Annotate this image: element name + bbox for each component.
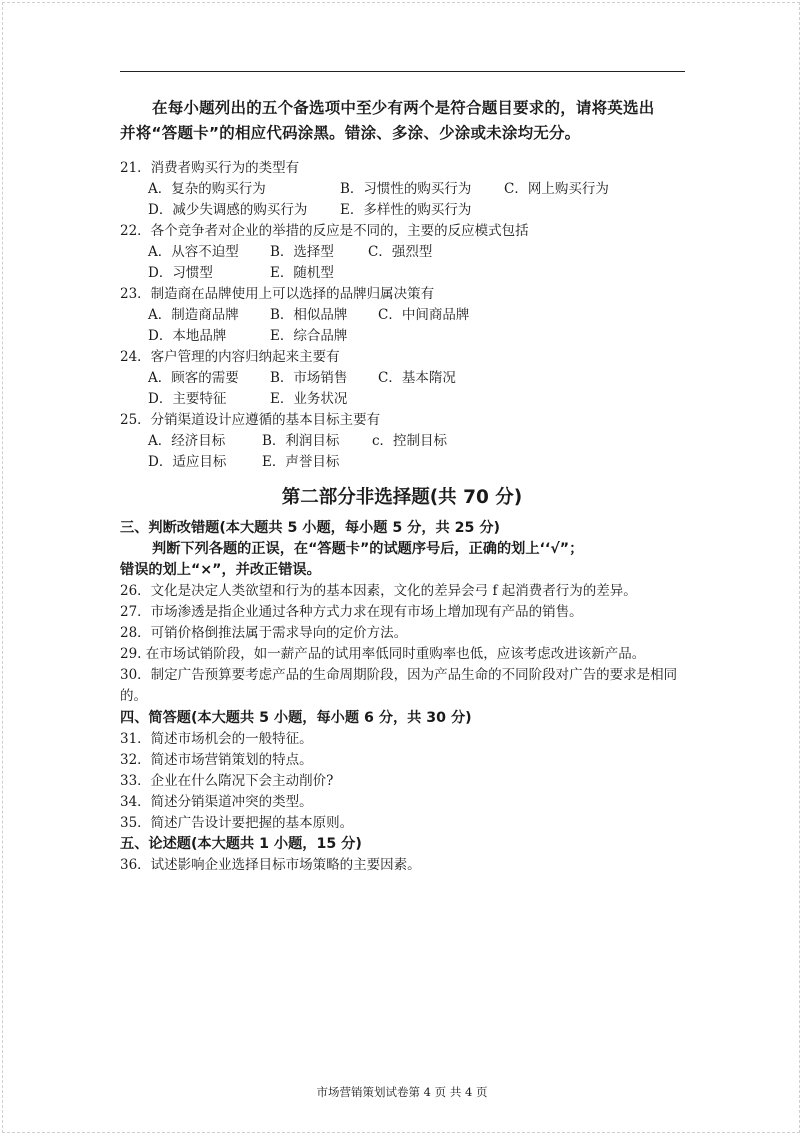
option-row [120, 326, 700, 347]
instructions-line-2: 错误的划上“×”，并改正错误。 [120, 562, 321, 578]
question-stem: 21．消费者购买行为的类型有 [120, 160, 300, 176]
option: D．主要特征 [148, 391, 227, 407]
question-item: 28．可销价格倒推法属于需求导向的定价方法。 [120, 625, 408, 641]
question-item: 26．文化是决定人类欲望和行为的基本因素，文化的差异会弓 f 起消费者行为的差异。 [120, 583, 637, 599]
option: A．顾客的需要 [148, 370, 239, 386]
section-heading: 三、判断改错题(本大题共 5 小题，每小题 5 分，共 25 分) [120, 520, 501, 536]
option: C．基本隋况 [378, 370, 456, 386]
question-item: 27．市场渗透是指企业通过各种方式力求在现有市场上增加现有产品的销售。 [120, 604, 583, 620]
option: A．从容不迫型 [148, 244, 239, 260]
option: E．业务状况 [270, 391, 348, 407]
option: C．强烈型 [368, 244, 433, 260]
question-stem: 22．各个竞争者对企业的举措的反应是不同的，主要的反应模式包括 [120, 223, 529, 239]
option: E．声誉目标 [262, 454, 340, 470]
option: A．复杂的购买行为 [148, 181, 266, 197]
question-item: 34．简述分销渠道冲突的类型。 [120, 794, 313, 810]
option: B．相似品牌 [270, 307, 348, 323]
option-row [120, 431, 700, 452]
question-item: 31．简述市场机会的一般特征。 [120, 731, 313, 747]
section-essay [120, 834, 700, 876]
multiple-choice-instructions [120, 96, 710, 146]
option: c．控制目标 [372, 433, 448, 449]
option: B．利润目标 [262, 433, 340, 449]
instructions-line-1: 在每小题列出的五个备选项中至少有两个是符合题目要求的，请将英选出 [152, 99, 655, 117]
page-footer: 市场营销策划试卷第 4 页 共 4 页 [316, 1085, 488, 1099]
option: B．选择型 [270, 244, 334, 260]
question-item: 35．简述广告设计要把握的基本原则。 [120, 815, 354, 831]
option: D．减少失调感的购买行为 [148, 202, 308, 218]
option-row [120, 242, 700, 263]
option: C．中间商品牌 [378, 307, 470, 323]
section-heading: 五、论述题(本大题共 1 小题，15 分) [120, 836, 362, 852]
option-row [120, 368, 700, 389]
question-item: 32．简述市场营销策划的特点。 [120, 752, 313, 768]
option-row [120, 305, 700, 326]
option-row [120, 263, 700, 284]
option: E．综合品牌 [270, 328, 348, 344]
section-short-answer [120, 708, 700, 834]
section-instructions [120, 539, 700, 581]
instructions-line-2: 并将“答题卡”的相应代码涂黑。错涂、多涂、少涂或未涂均无分。 [120, 124, 581, 142]
option: D．本地品牌 [148, 328, 227, 344]
question-item: 36．试述影响企业选择目标市场策略的主要因素。 [120, 857, 421, 873]
option: A．制造商品牌 [148, 307, 239, 323]
option: B．习惯性的购买行为 [340, 181, 472, 197]
option-row [120, 389, 700, 410]
option: D．适应目标 [148, 454, 227, 470]
multiple-choice-questions [120, 158, 700, 473]
option-row [120, 200, 700, 221]
option-row [120, 452, 700, 473]
option: B．市场销售 [270, 370, 348, 386]
part-two-title: 第二部分非选择题(共 70 分) [281, 487, 523, 508]
section-true-false [120, 518, 700, 707]
option: A．经济目标 [148, 433, 226, 449]
option: D．习惯型 [148, 265, 213, 281]
section-heading: 四、简答题(本大题共 5 小题，每小题 6 分，共 30 分) [120, 710, 472, 726]
option-row [120, 179, 700, 200]
question-stem: 24．客户管理的内容归纳起来主要有 [120, 349, 340, 365]
option: E．随机型 [270, 265, 334, 281]
question-item: 33．企业在什么隋况下会主动削价? [120, 773, 334, 789]
question-stem: 25．分销渠道设计应遵循的基本目标主要有 [120, 412, 381, 428]
option: E．多样性的购买行为 [340, 202, 472, 218]
question-stem: 23．制造商在品牌使用上可以选择的品牌归属决策有 [120, 286, 435, 302]
header-rule [120, 71, 685, 72]
option: C．网上购买行为 [504, 181, 609, 197]
instructions-line-1: 判断下列各题的正误，在“答题卡”的试题序号后，正确的划上‘‘√”； [152, 541, 584, 557]
question-item: 30．制定广告预算要考虑产品的生命周期阶段，因为产品生命的不同阶段对广告的要求是相同的。 [120, 667, 678, 704]
question-item: 29. 在市场试销阶段，如一薪产品的试用率低同时重购率也低，应该考虑改进该新产品。 [120, 646, 646, 662]
